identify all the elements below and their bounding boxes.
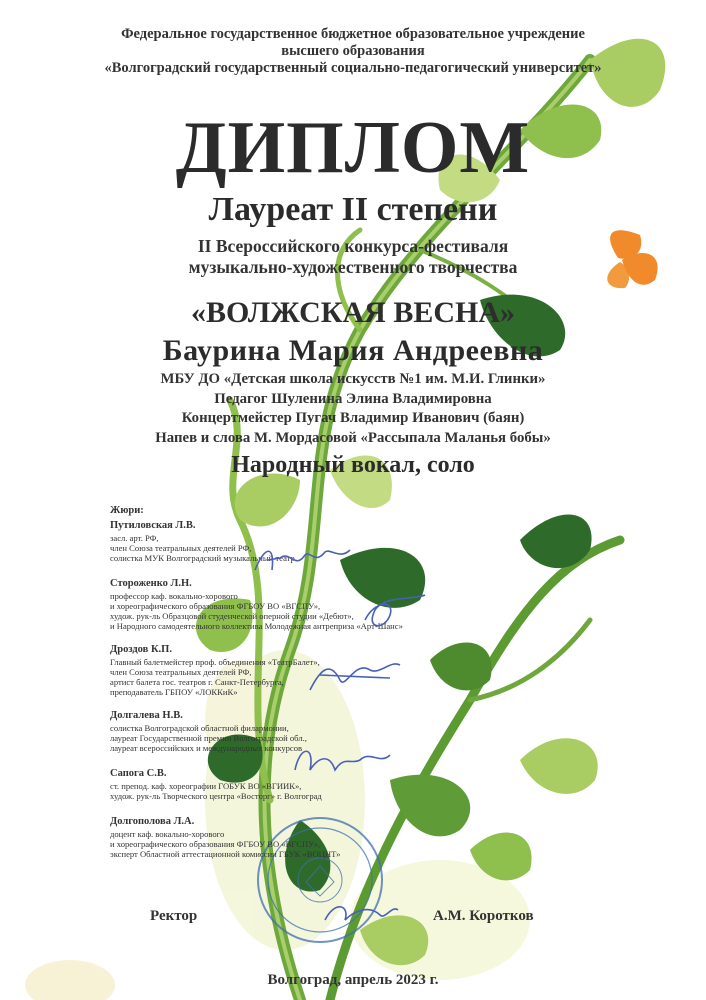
jury-member-info: и хореографического образования ФГБОУ ВО «ВГСПУ», (110, 601, 321, 611)
jury-member-info: солистка МУК Волгоградский музыкальный театр (110, 553, 295, 563)
contest-description (0, 236, 706, 278)
jury-member-name: Путиловская Л.В. (110, 520, 196, 531)
jury-member-info: артист балета гос. театров г. Санкт-Петербурга, (110, 677, 284, 687)
place-date: Волгоград, апрель 2023 г. (267, 972, 439, 988)
contest-line-2: музыкально-художественного творчества (188, 257, 518, 277)
signature-putilovskaya-icon (250, 540, 360, 580)
detail-teacher: Педагог Шуленина Элина Владимировна (214, 390, 492, 407)
institution-header (0, 26, 706, 77)
diploma-title: ДИПЛОМ (175, 107, 531, 189)
jury-member-info: ст. препод. каф. хореографии ГОБУК ВО «ВГИИК», (110, 781, 302, 791)
institution-line-1: Федеральное государственное бюджетное образовательное учреждение (121, 26, 585, 42)
jury-member-name: Стороженко Л.Н. (110, 578, 192, 589)
jury-member-name: Дроздов К.П. (110, 644, 172, 655)
jury-member-name: Долгополова Л.А. (110, 816, 195, 827)
jury-member-info: преподаватель ГБПОУ «ЛОККиК» (110, 687, 238, 697)
jury-member-name: Сапога С.В. (110, 768, 167, 779)
detail-song: Напев и слова М. Мордасовой «Рассыпала Маланья бобы» (155, 429, 551, 446)
jury-member-info: худож. рук-ль Образцовой студенческой оперной студии «Дебют», (110, 611, 354, 621)
detail-school: МБУ ДО «Детская школа искусств №1 им. М.И. Глинки» (160, 371, 546, 387)
detail-accompanist: Концертмейстер Пугач Владимир Иванович (баян) (181, 410, 525, 426)
rector-label: Ректор (150, 908, 198, 924)
nomination: Народный вокал, соло (231, 452, 475, 478)
festival-name: «ВОЛЖСКАЯ ВЕСНА» (190, 296, 516, 329)
rector-name: А.М. Коротков (433, 908, 534, 924)
signature-rector-icon (320, 885, 400, 935)
participant-details (0, 370, 706, 448)
jury-member-info: лауреат всероссийских и международных конкурсов (110, 743, 303, 753)
jury-member-info: эксперт Областной аттестационной комиссии ГБУК «ВОЦНТ» (110, 849, 341, 859)
jury-member-info: доцент каф. вокально-хорового (110, 829, 225, 839)
jury-member-name: Долгалева Н.В. (110, 710, 183, 721)
jury-member-info: и хореографического образования ФГБОУ ВО «ВГСПУ», (110, 839, 321, 849)
jury-member (110, 815, 410, 859)
jury-member-info: Главный балетмейстер проф. объединения «ТеатрБалет», (110, 657, 320, 667)
contest-line-1: II Всероссийского конкурса-фестиваля (197, 236, 509, 256)
laureate-degree: Лауреат II степени (208, 191, 498, 228)
institution-line-2: высшего образования (281, 43, 425, 59)
jury-member-info: профессор каф. вокально-хорового (110, 591, 238, 601)
jury-heading: Жюри: (110, 505, 144, 516)
jury-member-info: худож. рук-ль Творческого центра «Восторг» г. Волгоград (110, 791, 322, 801)
signature-drozdov-icon (300, 650, 410, 700)
jury-member-info: солистка Волгоградской областной филармонии, (110, 723, 289, 733)
jury-member-info: лауреат Государственной премии Волгоградской обл., (110, 733, 307, 743)
signature-dolgaleva-icon (290, 735, 400, 785)
jury-member-info: и Народного самодеятельного коллектива Молодежная антреприза «Арт-Шанс» (110, 621, 403, 631)
institution-line-3: «Волгоградский государственный социально-педагогический университет» (104, 60, 602, 76)
jury-member-info: член Союза театральных деятелей РФ, (110, 667, 252, 677)
jury-member-info: член Союза театральных деятелей РФ, (110, 543, 252, 553)
jury-member-info: засл. арт. РФ, (110, 533, 159, 543)
participant-name: Баурина Мария Андреевна (162, 334, 544, 367)
signature-storozhenko-icon (355, 590, 435, 640)
